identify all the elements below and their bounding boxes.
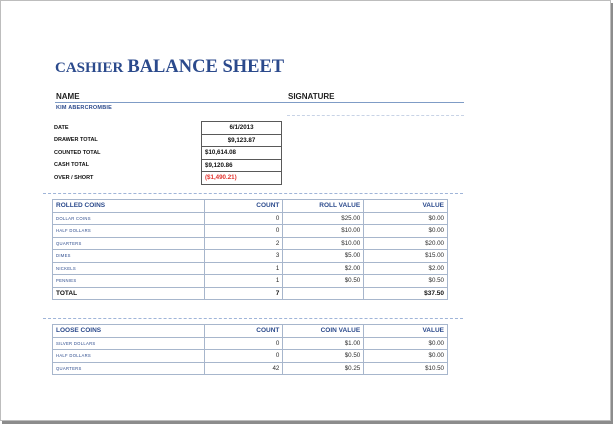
coin-value: $0.00 (364, 212, 448, 225)
coin-unit-value: $2.00 (283, 262, 364, 275)
total-value: $37.50 (364, 287, 448, 300)
coin-unit-value: $5.00 (283, 250, 364, 263)
coin-unit-value: $0.50 (283, 350, 364, 363)
coin-name: DIMES (53, 250, 205, 263)
table-row (53, 262, 448, 275)
rolled-col-header: VALUE (364, 200, 448, 213)
coin-count[interactable]: 0 (204, 337, 283, 350)
total-empty-cell (283, 287, 364, 300)
coin-count[interactable]: 42 (204, 362, 283, 375)
summary-row (54, 172, 282, 185)
coin-name: HALF DOLLARS (53, 225, 205, 238)
coin-name: PENNIES (53, 275, 205, 288)
coin-count[interactable]: 3 (204, 250, 283, 263)
coin-name: NICKELS (53, 262, 205, 275)
total-row (53, 287, 448, 300)
table-row (53, 350, 448, 363)
table-row (53, 250, 448, 263)
coin-count[interactable]: 0 (204, 212, 283, 225)
rolled-col-header: COUNT (204, 200, 283, 213)
coin-name: DOLLAR COINS (53, 212, 205, 225)
coin-count[interactable]: 2 (204, 237, 283, 250)
table-row (53, 337, 448, 350)
summary-value[interactable]: $9,123.87 (202, 134, 282, 147)
summary-row (54, 134, 282, 147)
coin-value: $10.50 (364, 362, 448, 375)
signature-field[interactable] (287, 102, 464, 116)
coin-unit-value: $25.00 (283, 212, 364, 225)
coin-name: HALF DOLLARS (53, 350, 205, 363)
signature-label: SIGNATURE (288, 92, 335, 101)
coin-value: $0.00 (364, 350, 448, 363)
coin-value: $20.00 (364, 237, 448, 250)
total-count: 7 (204, 287, 283, 300)
coin-unit-value: $0.50 (283, 275, 364, 288)
summary-row (54, 147, 282, 160)
section-divider-2 (43, 318, 463, 319)
summary-label: DRAWER TOTAL (54, 134, 202, 147)
rolled-coins-table (52, 199, 448, 300)
title-prefix: CASHIER (55, 60, 124, 76)
coin-unit-value: $10.00 (283, 237, 364, 250)
summary-label: CASH TOTAL (54, 159, 202, 172)
coin-count[interactable]: 1 (204, 275, 283, 288)
table-row (53, 212, 448, 225)
summary-label: OVER / SHORT (54, 172, 202, 185)
coin-value: $0.00 (364, 337, 448, 350)
table-row (53, 237, 448, 250)
coin-count[interactable]: 1 (204, 262, 283, 275)
coin-count[interactable]: 0 (204, 350, 283, 363)
loose-col-header: LOOSE COINS (53, 325, 205, 338)
coin-unit-value: $0.25 (283, 362, 364, 375)
summary-value[interactable]: ($1,490.21) (202, 172, 282, 185)
loose-col-header: VALUE (364, 325, 448, 338)
summary-label: COUNTED TOTAL (54, 147, 202, 160)
table-row (53, 362, 448, 375)
name-label: NAME (56, 92, 80, 101)
summary-table (54, 121, 282, 185)
coin-count[interactable]: 0 (204, 225, 283, 238)
summary-row (54, 159, 282, 172)
table-row (53, 225, 448, 238)
cashier-name[interactable]: KIM ABERCROMBIE (56, 105, 112, 111)
coin-name: QUARTERS (53, 237, 205, 250)
coin-unit-value: $1.00 (283, 337, 364, 350)
loose-col-header: COIN VALUE (283, 325, 364, 338)
rolled-col-header: ROLL VALUE (283, 200, 364, 213)
page-title (55, 57, 284, 78)
summary-row (54, 122, 282, 135)
title-main: BALANCE SHEET (127, 57, 285, 77)
coin-value: $0.00 (364, 225, 448, 238)
coin-name: SILVER DOLLARS (53, 337, 205, 350)
loose-col-header: COUNT (204, 325, 283, 338)
rolled-col-header: ROLLED COINS (53, 200, 205, 213)
summary-value[interactable]: $10,614.08 (202, 147, 282, 160)
coin-unit-value: $10.00 (283, 225, 364, 238)
summary-label: DATE (54, 122, 202, 135)
coin-value: $0.50 (364, 275, 448, 288)
total-label: TOTAL (53, 287, 205, 300)
section-divider (43, 193, 463, 194)
coin-name: QUARTERS (53, 362, 205, 375)
table-row (53, 275, 448, 288)
coin-value: $2.00 (364, 262, 448, 275)
loose-coins-table (52, 324, 448, 375)
summary-value[interactable]: 6/1/2013 (202, 122, 282, 135)
summary-value[interactable]: $9,120.86 (202, 159, 282, 172)
coin-value: $15.00 (364, 250, 448, 263)
